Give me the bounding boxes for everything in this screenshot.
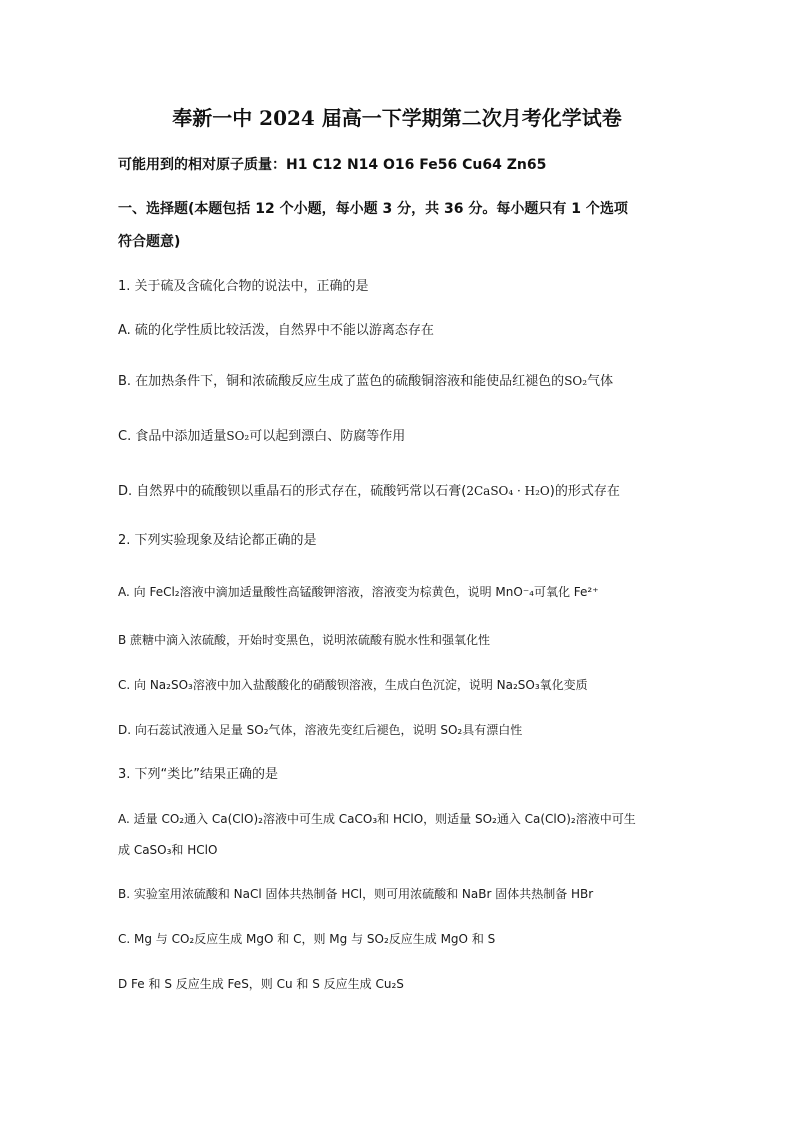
q2-option-b: B 蔗糖中滴入浓硫酸，开始时变黑色，说明浓硫酸有脱水性和强氧化性 — [118, 633, 491, 647]
q1-stem: 1. 关于硫及含硫化合物的说法中，正确的是 — [118, 279, 369, 294]
q1-option-c-text: C. 食品中添加适量 — [118, 429, 227, 444]
q3-option-d: D Fe 和 S 反应生成 FeS，则 Cu 和 S 反应生成 Cu₂S — [118, 977, 404, 991]
gypsum-formula: 2CaSO₄ · H₂O — [466, 484, 550, 498]
page-title: 奉新一中 2024 届高一下学期第二次月考化学试卷 — [172, 106, 622, 130]
q1-option-c-suffix: 可以起到漂白、防腐等作用 — [249, 429, 406, 444]
q2-stem: 2. 下列实验现象及结论都正确的是 — [118, 533, 317, 548]
q3-option-a-line2: 成 CaSO₃和 HClO — [118, 843, 218, 857]
q2-option-a: A. 向 FeCl₂溶液中滴加适量酸性高锰酸钾溶液，溶液变为棕黄色，说明 MnO⁻₄可氧化 Fe²⁺ — [118, 585, 599, 599]
q3-option-a-line1: A. 适量 CO₂通入 Ca(ClO)₂溶液中可生成 CaCO₃和 HClO，则适量 SO₂通入 Ca(ClO)₂溶液中可生 — [118, 812, 636, 826]
q1-option-d-text: D. 自然界中的硫酸钡以重晶石的形式存在，硫酸钙常以石膏( — [118, 484, 467, 499]
q3-option-c: C. Mg 与 CO₂反应生成 MgO 和 C，则 Mg 与 SO₂反应生成 MgO 和 S — [118, 932, 496, 946]
q1-option-d-suffix: )的形式存在 — [549, 484, 620, 499]
q1-option-b-text: B. 在加热条件下，铜和浓硫酸反应生成了蓝色的硫酸铜溶液和能使品红褪色的 — [118, 374, 565, 389]
section-heading-line2: 符合题意) — [118, 234, 181, 250]
q1-option-b — [118, 372, 613, 391]
so2-formula: SO₂ — [564, 374, 588, 388]
atomic-masses: 可能用到的相对原子质量：H1 C12 N14 O16 Fe56 Cu64 Zn65 — [118, 157, 547, 173]
q2-option-d: D. 向石蕊试液通入足量 SO₂气体，溶液先变红后褪色，说明 SO₂具有漂白性 — [118, 723, 523, 737]
q3-option-b: B. 实验室用浓硫酸和 NaCl 固体共热制备 HCl，则可用浓硫酸和 NaBr 固体共热制备 HBr — [118, 887, 594, 901]
q1-option-c — [118, 427, 405, 446]
q2-option-c: C. 向 Na₂SO₃溶液中加入盐酸酸化的硝酸钡溶液，生成白色沉淀，说明 Na₂SO₃氧化变质 — [118, 678, 588, 692]
q1-option-b-suffix: 气体 — [587, 374, 614, 389]
q3-stem: 3. 下列“类比”结果正确的是 — [118, 767, 279, 782]
q1-option-a: A. 硫的化学性质比较活泼，自然界中不能以游离态存在 — [118, 323, 434, 338]
section-heading-line1: 一、选择题(本题包括 12 个小题，每小题 3 分，共 36 分。每小题只有 1 个选项 — [118, 201, 628, 217]
so2-formula: SO₂ — [226, 429, 250, 443]
q1-option-d — [118, 482, 620, 501]
